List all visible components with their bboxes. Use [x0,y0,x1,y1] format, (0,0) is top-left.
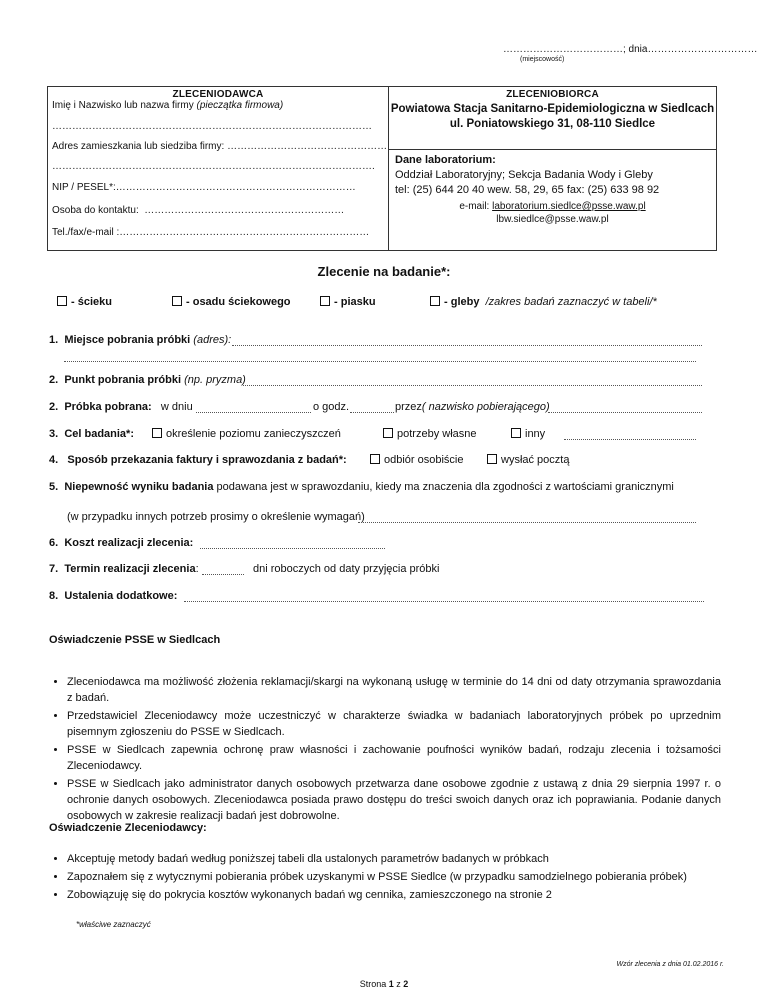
additional-input[interactable] [184,592,704,602]
contractor-name: Powiatowa Stacja Sanitarno-Epidemiologiczna w Siedlcach ul. Poniatowskiego 31, 08-110 Siedlce [390,103,715,130]
client-tel-row[interactable]: Tel./fax/e-mail :………………………………………………………………… [52,227,370,238]
uncertainty-input[interactable] [358,513,696,523]
purpose-opt-pollution[interactable]: określenie poziomu zanieczyszczeń [152,428,341,440]
page-number: Strona 1 z 2 [359,979,409,989]
sample-hour-input[interactable] [350,403,394,413]
sample-opt-sludge[interactable]: - osadu ściekowego [172,296,291,308]
item-delivery: 4. Sposób przekazania faktury i sprawozdania z badań*: [49,454,347,466]
client-bullet: • Zobowiązuję się do pokrycia kosztów wykonanych badań wg cennika, zamieszczonego na stronie 2 [67,887,729,903]
checkbox-soil[interactable] [430,296,440,306]
footnote: *właściwe zaznaczyć [76,920,151,929]
delivery-opt-pickup[interactable]: odbiór osobiście [370,454,464,466]
term-input[interactable] [202,565,244,575]
sample-opt-soil[interactable]: - gleby /zakres badań zaznaczyć w tabeli/* [430,296,657,308]
client-address-field[interactable]: ……………………………………………………………………………………. [52,161,375,172]
client-name-field[interactable]: …………………………………………………………………………………… [52,121,372,132]
purpose-opt-other[interactable]: inny [511,428,545,440]
purpose-opt-own[interactable]: potrzeby własne [383,428,477,440]
place-caption: (miejscowość) [520,56,565,63]
client-contact-row[interactable]: Osoba do kontaktu: …………………………………………………… [52,205,345,216]
page-title: Zlecenie na badanie*: [317,264,451,279]
client-header: ZLECENIODAWCA [172,89,264,100]
client-statement-list [49,851,729,905]
email-link-1[interactable]: laboratorium.siedlce@psse.waw.pl [492,201,646,212]
term-text: dni roboczych od daty przyjęcia próbki [253,563,440,575]
item-sample-taken: 2. Próbka pobrana: w dniu [49,401,193,413]
contractor-header: ZLECENIOBIORCA [506,89,599,100]
checkbox-sludge[interactable] [172,296,182,306]
sampler-name-input[interactable] [548,403,702,413]
checkbox-pickup[interactable] [370,454,380,464]
client-name-label: Imię i Nazwisko lub nazwa firmy (pieczątka firmowa) [52,100,284,111]
item-term: 7. Termin realizacji zlecenia: [49,563,199,575]
item-sampling-point: 2. Punkt pobrania próbki (np. pryzma) [49,374,246,386]
item-sampling-place: 1. Miejsce pobrania próbki (adres): [49,334,232,346]
place-date-line[interactable]: ………………………………; dnia…………………………… [503,44,758,55]
form-version: Wzór zlecenia z dnia 01.02.2016 r. [616,961,724,968]
client-statement-title: Oświadczenie Zleceniodawcy: [49,822,207,834]
item-additional: 8. Ustalenia dodatkowe: [49,590,178,602]
checkbox-sand[interactable] [320,296,330,306]
psse-bullet: • Przedstawiciel Zleceniodawcy może uczestniczyć w charakterze świadka w badaniach laboratoryjnych próbek po uprzednim pisemnym zgłoszeniu do PSSE w Siedlcach. [67,708,721,740]
sample-opt-sewage[interactable]: - ścieku [57,296,112,308]
lab-info: Dane laboratorium: Oddział Laboratoryjny; Sekcja Badania Wody i Gleby tel: (25) 644 20 40 wew. 58, 29, 65 fax: (25) 633 98 92 [395,154,660,196]
checkbox-post[interactable] [487,454,497,464]
psse-statement-list [49,674,721,826]
sampling-point-input[interactable] [243,376,702,386]
lab-emails: e-mail: laboratorium.siedlce@psse.waw.pl lbw.siedlce@psse.waw.pl [389,200,716,226]
sampler-label: przez( nazwisko pobierającego) [395,401,550,413]
sample-opt-sand[interactable]: - piasku [320,296,376,308]
client-box [47,86,389,251]
sampling-place-input[interactable] [232,336,702,346]
psse-bullet: • PSSE w Siedlcach jako administrator danych osobowych przetwarza dane osobowe zgodnie z ustawą z dnia 29 sierpnia 1997 r. o ochronie danych osobowych. Zleceniodawca posiada prawo dostępu do treści swoich danych oraz ich poprawiania. Podanie danych osobowych w zakresie realizacji badań jest dobrowolne. [67,776,721,824]
cost-input[interactable] [200,539,385,549]
item-purpose: 3. Cel badania*: [49,428,134,440]
purpose-other-input[interactable] [564,430,696,440]
checkbox-other[interactable] [511,428,521,438]
uncertainty-sub: (w przypadku innych potrzeb prosimy o określenie wymagań) [67,511,365,523]
checkbox-own-needs[interactable] [383,428,393,438]
item-uncertainty: 5. Niepewność wyniku badania podawana jest w sprawozdaniu, kiedy ma znaczenia dla zgodności z wartościami granicznymi [49,481,674,493]
sample-date-input[interactable] [196,403,311,413]
item-cost: 6. Koszt realizacji zlecenia: [49,537,194,549]
psse-statement-title: Oświadczenie PSSE w Siedlcach [49,634,221,646]
checkbox-pollution[interactable] [152,428,162,438]
sampling-place-input-2[interactable] [64,352,696,362]
client-bullet: • Akceptuję metody badań według poniższej tabeli dla ustalonych parametrów badanych w próbkach [67,851,729,867]
hour-label: o godz. [313,401,350,413]
psse-bullet: • Zleceniodawca ma możliwość złożenia reklamacji/skargi na wykonaną usługę w terminie do 14 dni od daty otrzymania sprawozdania z badań. [67,674,721,706]
client-address-row[interactable]: Adres zamieszkania lub siedziba firmy: ………………………………………… [52,141,388,152]
psse-bullet: • PSSE w Siedlcach zapewnia ochronę praw własności i zachowanie poufności wyników badań, rodzaju zlecenia i tożsamości Zleceniodawcy. [67,742,721,774]
checkbox-sewage[interactable] [57,296,67,306]
email-2[interactable]: lbw.siedlce@psse.waw.pl [496,214,609,225]
delivery-opt-post[interactable]: wysłać pocztą [487,454,569,466]
contractor-box [389,86,717,251]
client-bullet: • Zapoznałem się z wytycznymi pobierania próbek uzyskanymi w PSSE Siedlce (w przypadku samodzielnego pobierania próbek) [67,869,729,885]
client-nip-row[interactable]: NIP / PESEL*:……………………………………………………………… [52,182,356,193]
